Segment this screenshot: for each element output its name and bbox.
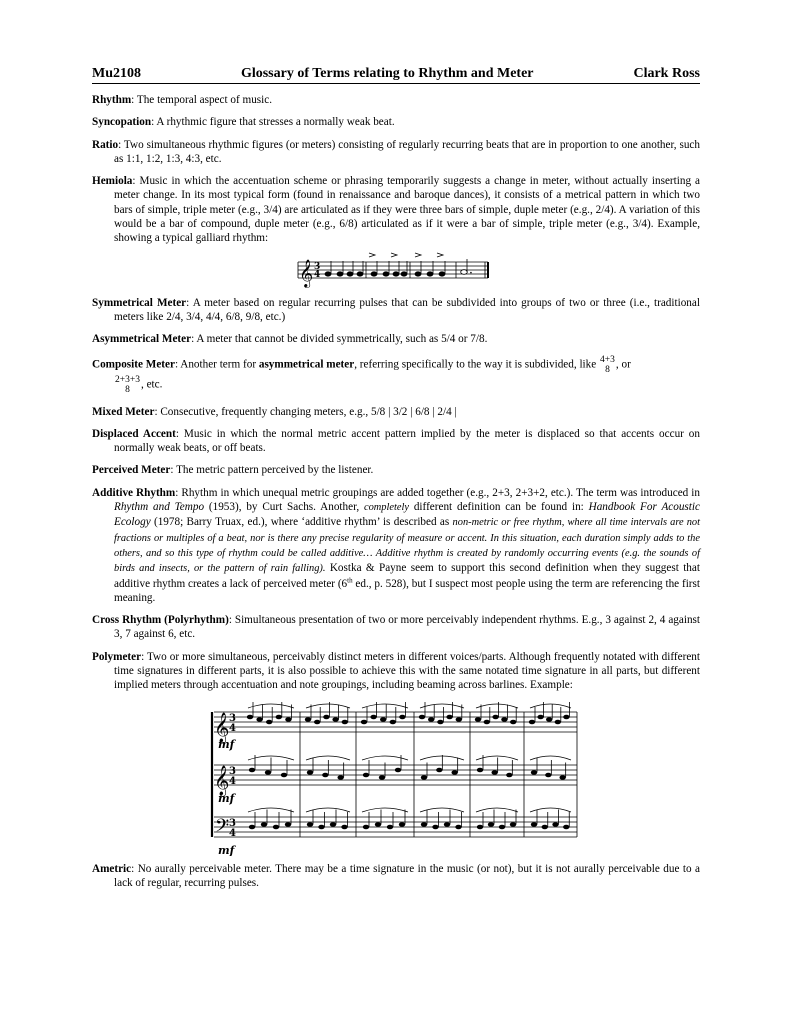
note-head [563,714,569,719]
slur [530,704,571,708]
fraction-4-3-over-8 [600,355,615,375]
note-head [428,717,434,722]
note-head [363,772,369,777]
note-head [265,770,271,775]
slur [362,704,408,708]
term: Polymeter [92,650,142,663]
time-sig-top: 3 [314,261,321,272]
note-head [318,824,324,829]
term: Additive Rhythm [92,486,176,499]
book-title: Rhythm and Tempo [114,501,205,514]
definition: : The temporal aspect of music. [131,94,273,106]
term: Mixed Meter [92,405,155,418]
definition: : Consecutive, frequently changing meters, e.g., 5/8 | 3/2 | 6/8 | 2/4 | [154,405,457,418]
definition: : Two or more simultaneous, perceivably distinct meters in different voices/parts. Although frequently notated with different time signatures in different parts, it is also possible to achieve this with the same notated time signature in all parts, but different implied meters through accentuation and note groupings, including beaming across barlines. Example: [114,650,700,692]
note-head [314,719,320,724]
note-head [491,770,497,775]
definition: : A meter that cannot be divided symmetrically, such as 5/4 or 7/8. [191,333,488,346]
entry-ratio [92,138,700,167]
slur [530,756,571,760]
entry-symmetrical-meter [92,296,700,325]
note-head [281,772,287,777]
slur [476,808,518,812]
note-head [330,822,336,827]
time-sig-bottom: 4 [229,827,236,839]
note-head [545,772,551,777]
definition: : Music in which the accentuation scheme or phrasing temporarily suggests a change in meter, without actually inserting a meter change. In its most typical form (found in renaissance and baroque dances), it consists of a metrical pattern in which two bars of simple, triple meter (e.g., 3/4) are articulated as if they were three bars of simple, duple meter (e.g., 2/4). A variation of this would be a bar of compound, duple meter (e.g., 6/8) articulated as if it were a bar of simple, triple meter (e.g., 3/4). Example, showing a typical galliard rhythm: [114,175,700,245]
emphasis: asymmetrical meter [258,358,355,371]
note-head [399,822,405,827]
note-head [446,714,452,719]
note-head [395,767,401,772]
term: Symmetrical Meter [92,296,187,309]
slur [420,704,464,708]
definition: : Another term for [174,358,259,371]
note-head [546,717,552,722]
dynamic-marking: mf [218,737,235,751]
note-head [285,822,291,827]
note-head [266,719,272,724]
slur [362,808,408,812]
dynamic-marking: mf [218,791,235,805]
note-head [506,772,512,777]
definition: : Two simultaneous rhythmic figures (or meters) consisting of regularly recurring beats that are in proportion to one another, such as 1:1, 1:2, 1:3, 4:3, etc. [114,138,700,165]
definition: : The metric pattern perceived by the listener. [170,464,374,477]
note-head [337,775,343,780]
emphasis: completely [364,502,410,514]
entry-perceived-meter [92,463,700,477]
note-head [499,824,505,829]
entry-polymeter [92,650,700,693]
denominator: 8 [605,364,610,375]
note-head [537,714,543,719]
note-head [323,714,329,719]
note-head [421,822,427,827]
slur [306,704,350,708]
definition: (1978; Barry Truax, ed.), where ‘additive rhythm’ is described as [150,516,453,529]
time-signatures [229,713,236,839]
note-head [529,719,535,724]
definition: : Rhythm in which unequal metric groupings are added together (e.g., 2+3, 2+3+2, etc.). The term was introduced in [175,486,700,499]
definition: : A rhythmic figure that stresses a normally weak beat. [151,116,395,129]
note-head [436,767,442,772]
term: Cross Rhythm (Polyrhythm) [92,614,229,627]
definition: (1953), by Curt Sachs. Another, [204,501,364,514]
dynamic-marking: mf [218,843,235,856]
entry-rhythm [92,93,700,107]
note-head [273,824,279,829]
term: Rhythm [92,94,132,106]
note-head [387,824,393,829]
note-head [552,822,558,827]
term: Hemiola [92,175,133,188]
definition: Kostka & Payne seem to support this second definition when they suggest that additive rhythm creates a lack of perceived meter (6 [114,562,700,590]
note-head [456,717,462,722]
note-head [563,824,569,829]
slur [476,756,518,760]
slur [476,704,518,708]
note-head [455,824,461,829]
numerator: 2+3+3 [115,374,140,385]
definition: , referring specifically to the way it is subdivided, like [354,358,600,371]
polymeter-score-example [92,696,700,856]
time-sig-top: 3 [229,712,236,724]
note-head [484,719,490,724]
page-title: Glossary of Terms relating to Rhythm and Meter [240,66,534,81]
note-head [421,775,427,780]
definition: : A meter based on regular recurring pulses that can be subdivided into groups of two or three (i.e., traditional meters like 2/4, 3/4, 4/4, 6/8, 9/8, etc.) [114,296,700,323]
definition: ed., p. 528), but I suspect most people using the term are referencing the first meaning. [114,577,700,604]
note-head [261,822,267,827]
term: Perceived Meter [92,464,171,477]
time-sig-top: 3 [229,817,236,829]
note-head [542,824,548,829]
note-head [390,719,396,724]
note-head [555,719,561,724]
score-notes [247,702,571,829]
entry-displaced-accent [92,427,700,456]
note-head [510,719,516,724]
term: Ratio [92,138,119,151]
author-name: Clark Ross [633,66,700,81]
note-head [370,714,376,719]
note-head [475,717,481,722]
entry-syncopation [92,115,700,129]
note-head [247,714,253,719]
slur [248,808,294,812]
definition: , or [615,358,631,371]
note-head [249,824,255,829]
note-head [322,772,328,777]
svg-text:.: . [470,267,472,275]
page-header [92,66,700,84]
accent-marks [369,253,443,257]
galliard-rhythm-example [92,250,700,292]
fraction-2-3-3-over-8 [115,375,140,395]
entry-additive-rhythm [92,486,700,605]
course-code: Mu2108 [92,66,141,81]
note-head [379,775,385,780]
note-head [437,719,443,724]
note-head [501,717,507,722]
note-head [305,717,311,722]
note-head [531,770,537,775]
note-head [375,822,381,827]
time-sig-bottom: 4 [229,775,236,787]
slur [530,808,571,812]
note-head [332,717,338,722]
time-sig-bottom: 4 [314,269,321,280]
note-head [380,717,386,722]
note-head [285,717,291,722]
note-head [363,824,369,829]
note-head [341,824,347,829]
note-head [488,822,494,827]
note-head [492,714,498,719]
note-head [276,714,282,719]
note-head [559,775,565,780]
term: Syncopation [92,116,152,129]
quotation: non-metric or free rhythm, where all time intervals are not fractions or multiples of a beat, nor is there any precise regularity of measure or accent. In this situation, each duration simply adds to the others, and so this type of rhythm could be called additive… Additive rhythm is created by randomly occurring events (e.g. the sounds of birds and insects, or the pattern of rain falling). [114,517,700,575]
definition: : No aurally perceivable meter. There may be a time signature in the music (or not), but it is not aurally perceivable due to a lack of regular, recurring pulses. [114,862,700,889]
entry-ametric [92,862,700,891]
superscript: th [347,575,353,584]
time-sig-top: 3 [229,765,236,777]
note-head [342,719,348,724]
definition: : Simultaneous presentation of two or more perceivably independent rhythms. E.g., 3 against 2, 4 against 3, 7 against 6, etc. [114,614,701,641]
definition: , etc. [140,378,163,391]
note-head [361,719,367,724]
term: Composite Meter [92,358,175,371]
treble-clef-icon: 𝄞 [299,258,314,287]
treble-clef-icon: 𝄞 [214,765,230,796]
book-title: Handbook For Acoustic Ecology [114,501,700,529]
denominator: 8 [125,384,130,395]
note-head [256,717,262,722]
numerator: 4+3 [600,354,615,365]
note-head [432,824,438,829]
bass-clef-icon: 𝄢 [215,815,230,841]
note-head [477,767,483,772]
definition: different definition can be found in: [409,501,589,514]
entry-composite-meter [92,355,700,395]
entry-hemiola [92,174,700,245]
entry-mixed-meter [92,405,700,419]
definition: : Music in which the normal metric accent pattern implied by the meter is displaced so that accents occur on normally weak beats, or off beats. [114,427,700,455]
glossary-page [92,66,700,890]
note-head [307,770,313,775]
note-head [531,822,537,827]
entry-asymmetrical-meter [92,332,700,346]
term: Displaced Accent [92,427,176,440]
note-head [451,770,457,775]
note-head [419,714,425,719]
note-head [510,822,516,827]
note-head [307,822,313,827]
note-head [444,822,450,827]
term: Ametric [92,862,132,875]
term: Asymmetrical Meter [92,333,192,346]
entry-cross-rhythm [92,613,700,642]
slur [248,704,294,708]
treble-clef-icon: 𝄞 [214,712,230,743]
note-head [399,714,405,719]
note-head [477,824,483,829]
note-head [249,767,255,772]
time-sig-bottom: 4 [229,722,236,734]
